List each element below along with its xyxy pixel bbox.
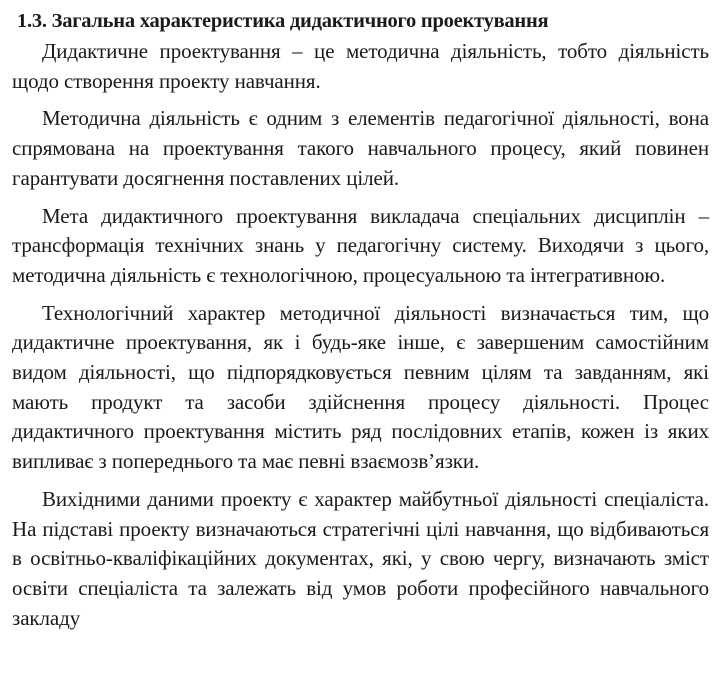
paragraph-3: Мета дидактичного проектування викладача спеціальних дисциплін – трансформація технічних знань у педагогічну систему. Виходячи з цього, методична діяльність є технологічною, процесуальною та інтегративною. xyxy=(12,203,709,287)
paragraph-2: Методична діяльність є одним з елементів педагогічної діяльності, вона спрямована на проектування такого навчального процесу, який повинен гарантувати досягнення поставлених цілей. xyxy=(12,106,709,190)
paragraph-4: Технологічний характер методичної діяльності визначається тим, що дидактичне проектування, як і будь-яке інше, є завершеним самостійним видом діяльності, що підпорядковується певним цілям та завданням, які мають продукт та засоби здійснення процесу діяльності. Процес дидактичного проектування містить ряд послідовних етапів, кожен із яких випливає з попереднього та має певні взаємозв’язки. xyxy=(12,300,709,474)
section-heading: 1.3. Загальна характеристика дидактичного проектування xyxy=(17,10,549,32)
paragraph-5: Вихідними даними проекту є характер майбутньої діяльності спеціаліста. На підставі проекту визначаються стратегічні цілі навчання, що відбиваються в освітньо-кваліфікаційних документах, які, у свою чергу, визначають зміст освіти спеціаліста та залежать від умов роботи професійного навчального закладу xyxy=(12,486,709,630)
paragraph-1: Дидактичне проектування – це методична діяльність, тобто діяльність щодо створення проекту навчання. xyxy=(12,39,709,93)
